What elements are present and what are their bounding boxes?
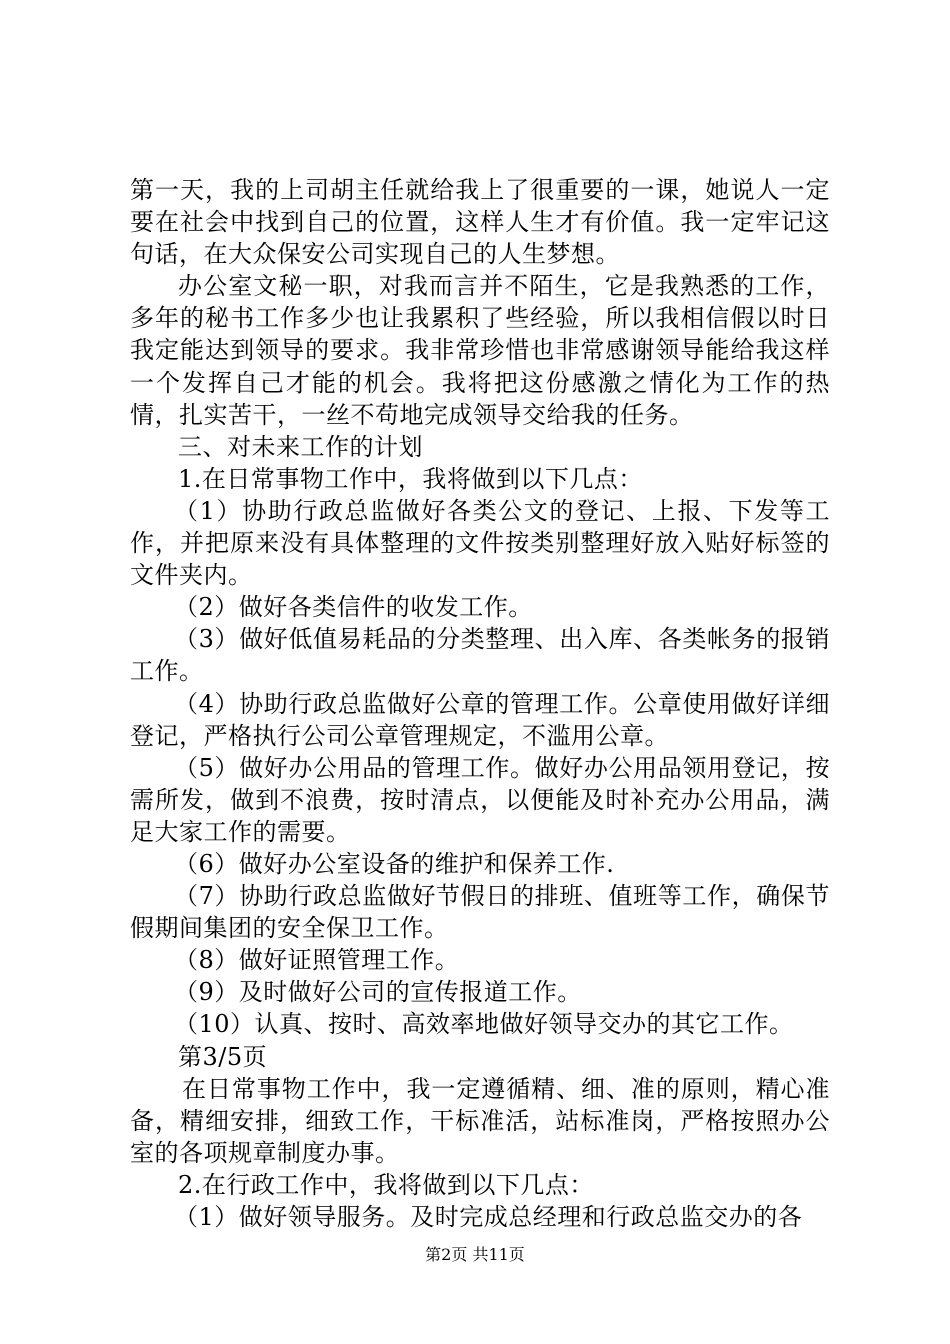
inline-page-marker: 第3/5页	[178, 1042, 268, 1071]
section-heading-future-plan: 三、对未来工作的计划	[178, 432, 423, 461]
list-item-2: （2）做好各类信件的收发工作。	[174, 593, 533, 622]
list-item-admin-1: （1）做好领导服务。及时完成总经理和行政总监交办的各	[174, 1203, 803, 1231]
list-item-1: （1）协助行政总监做好各类公文的登记、上报、下发等工作，并把原来没有具体整理的文件按类别整理好放入贴好标签的文件夹内。	[130, 496, 830, 590]
list-item-3: （3）做好低值易耗品的分类整理、出入库、各类帐务的报销工作。	[130, 625, 830, 686]
page-footer: 第2页 共11页	[425, 1245, 525, 1264]
paragraph-2: 办公室文秘一职，对我而言并不陌生，它是我熟悉的工作，多年的秘书工作多少也让我累积了些经验，所以我相信假以时日我定能达到领导的要求。我非常珍惜也非常感谢领导能给我这样一个发挥自己才能的机会。我将把这份感激之情化为工作的热情，扎实苦干，一丝不苟地完成领导交给我的任务。	[130, 272, 830, 429]
paragraph-daily-principles: 在日常事物工作中，我一定遵循精、细、准的原则，精心准备，精细安排，细致工作，干标准活，站标准岗，严格按照办公室的各项规章制度办事。	[130, 1074, 830, 1167]
list-item-6: （6）做好办公室设备的维护和保养工作.	[174, 849, 615, 878]
paragraph-1: 第一天，我的上司胡主任就给我上了很重要的一课，她说人一定要在社会中找到自己的位置，这样人生才有价值。我一定牢记这句话，在大众保安公司实现自己的人生梦想。	[130, 176, 830, 269]
list-item-8: （8）做好证照管理工作。	[174, 946, 460, 975]
subheading-daily-affairs: 1.在日常事物工作中，我将做到以下几点：	[178, 464, 643, 493]
list-item-4: （4）协助行政总监做好公章的管理工作。公章使用做好详细登记，严格执行公司公章管理规定，不滥用公章。	[130, 689, 830, 750]
list-item-10: （10）认真、按时、高效率地做好领导交办的其它工作。	[174, 1010, 794, 1039]
document-body	[130, 174, 830, 1233]
list-item-9: （9）及时做好公司的宣传报道工作。	[174, 978, 582, 1007]
subheading-admin-work: 2.在行政工作中，我将做到以下几点：	[178, 1170, 594, 1199]
list-item-5: （5）做好办公用品的管理工作。做好办公用品领用登记，按需所发，做到不浪费，按时清点，以便能及时补充办公用品，满足大家工作的需要。	[130, 753, 830, 846]
list-item-7: （7）协助行政总监做好节假日的排班、值班等工作，确保节假期间集团的安全保卫工作。	[130, 882, 830, 943]
